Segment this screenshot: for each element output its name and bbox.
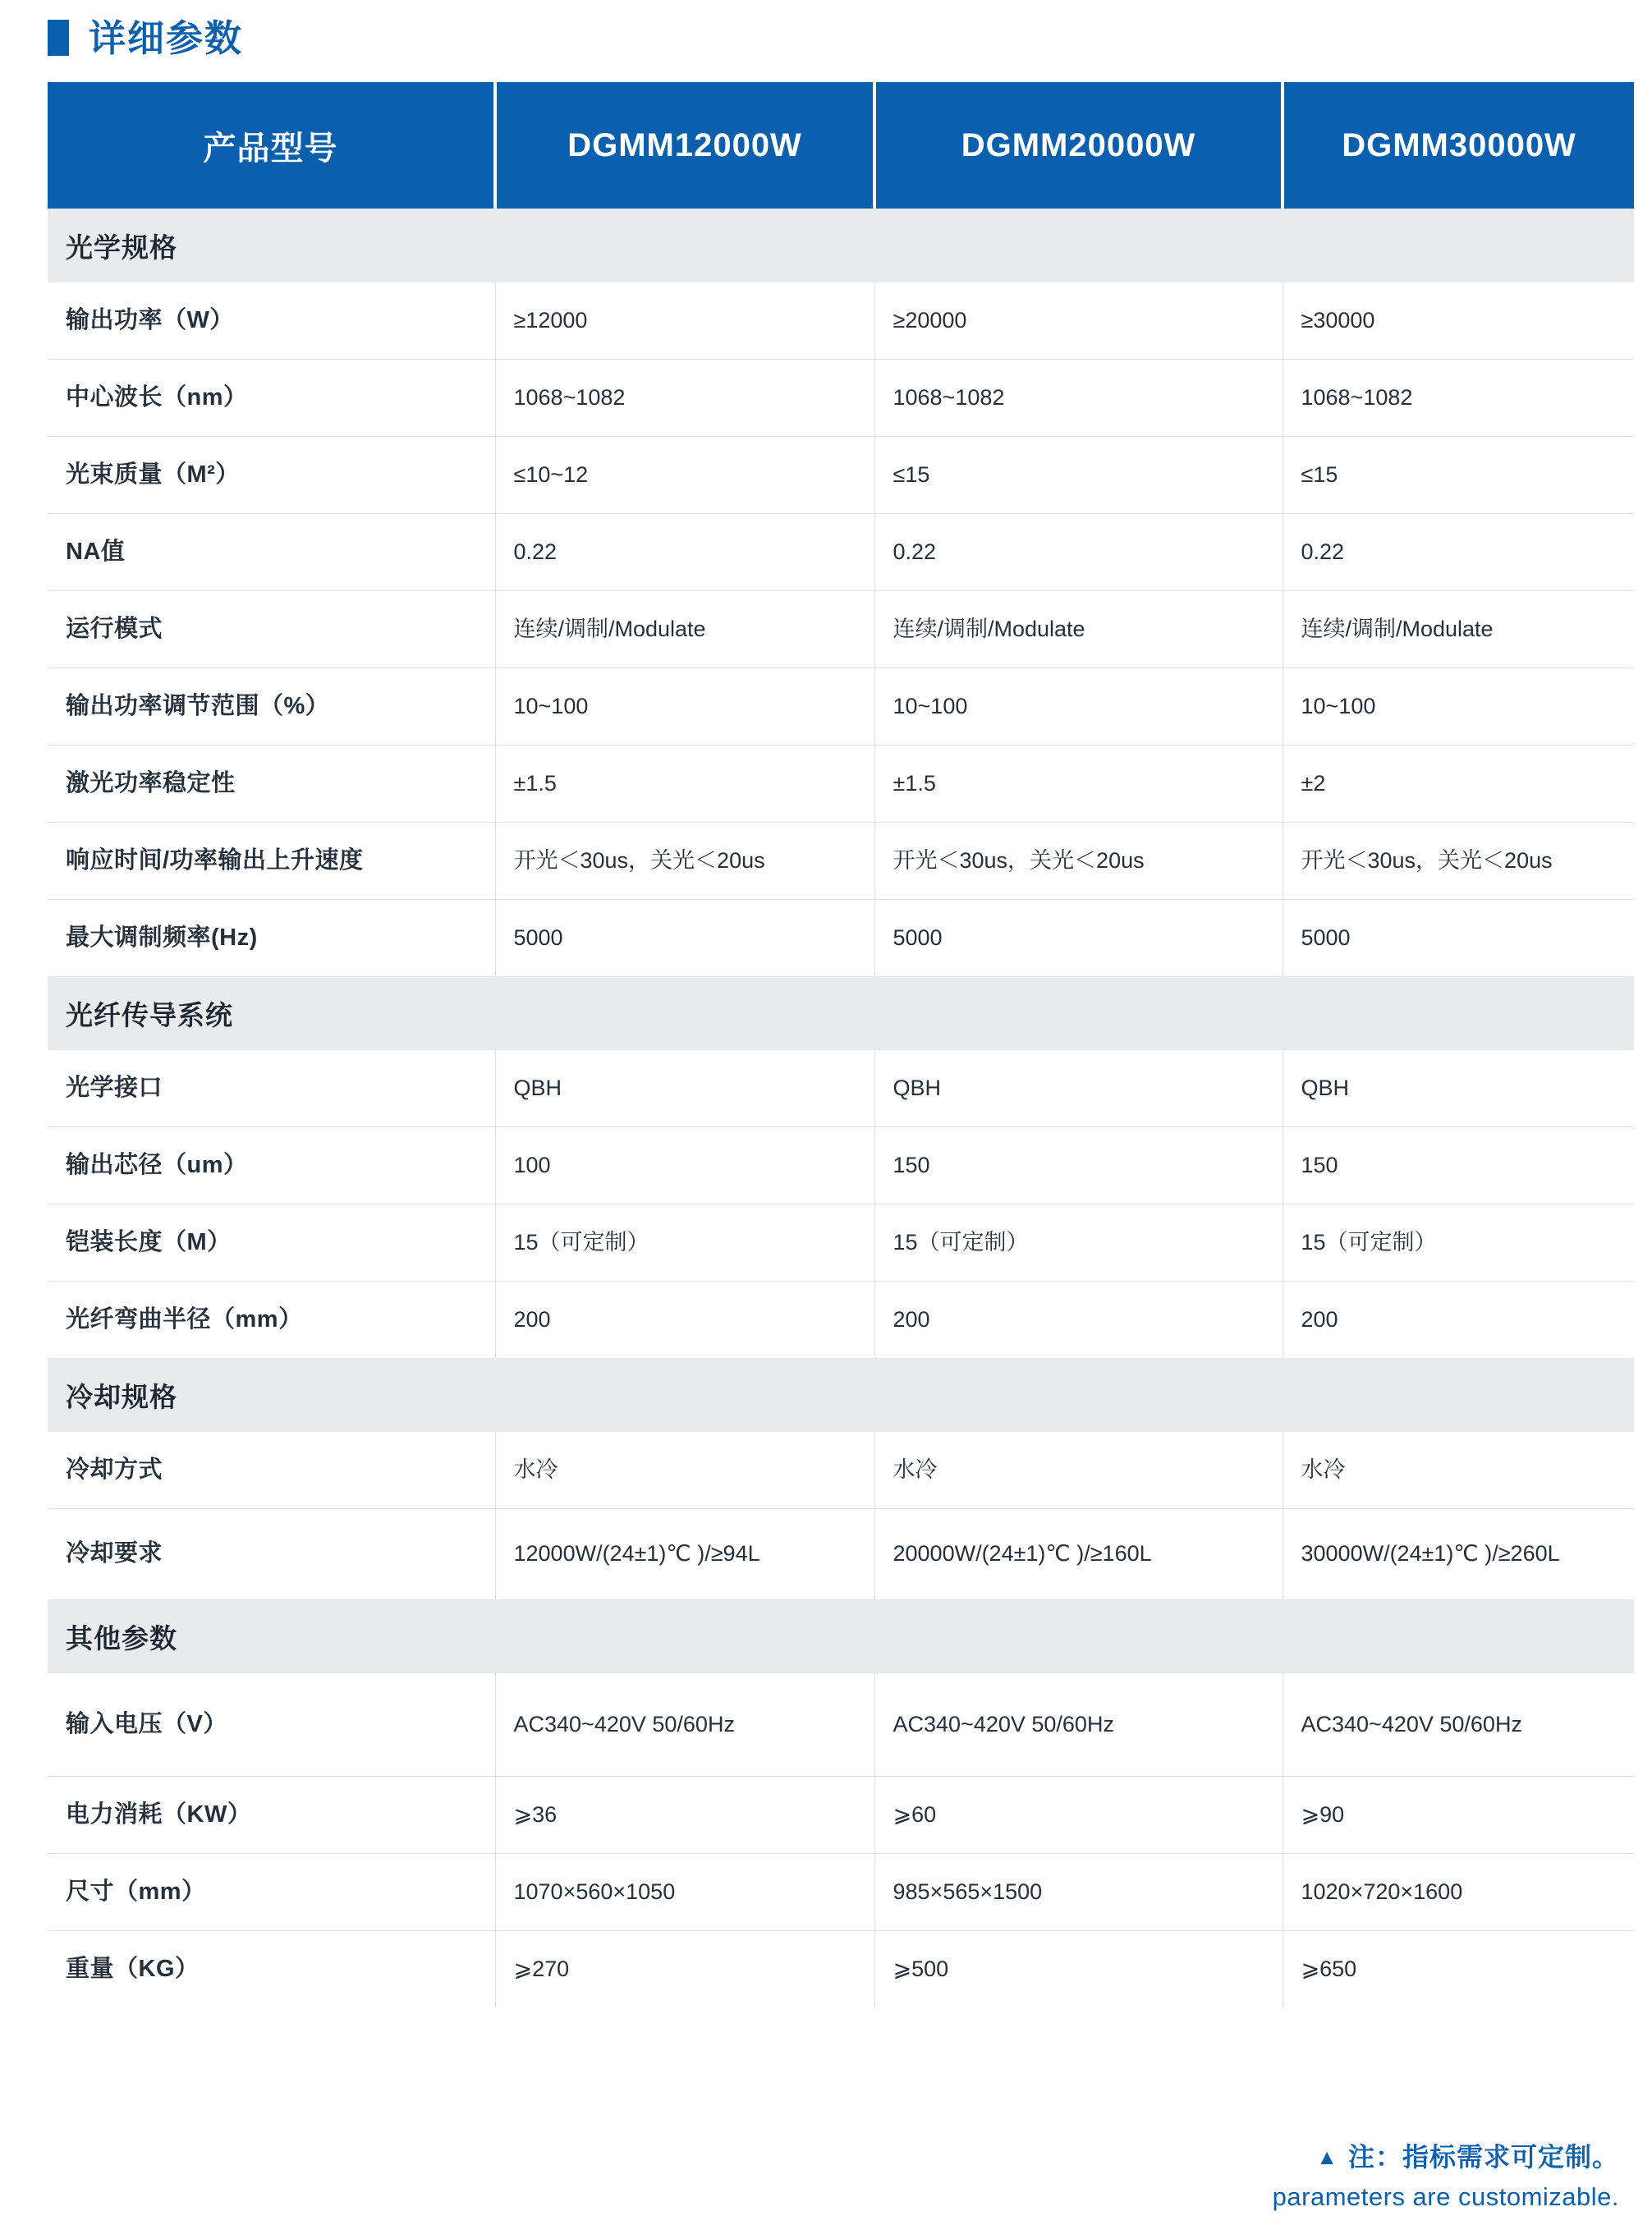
group-heading-fiber: 光纤传导系统 bbox=[48, 976, 1634, 1050]
column-header-model-3: DGMM30000W bbox=[1283, 82, 1634, 209]
row-value: ≥12000 bbox=[495, 282, 874, 360]
row-value: 1068~1082 bbox=[495, 360, 874, 437]
row-value: ≤15 bbox=[1283, 437, 1634, 514]
row-value: ≥20000 bbox=[874, 282, 1283, 360]
page-title-text: 详细参数 bbox=[89, 16, 244, 59]
row-value: ⩾650 bbox=[1283, 1931, 1634, 2008]
table-row bbox=[48, 1127, 1634, 1204]
row-value: 15（可定制） bbox=[1283, 1204, 1634, 1282]
row-label: 光学接口 bbox=[48, 1050, 495, 1127]
row-value: 1070×560×1050 bbox=[495, 1854, 874, 1931]
table-row bbox=[48, 900, 1634, 977]
row-value: 5000 bbox=[874, 900, 1283, 977]
row-value: 1068~1082 bbox=[874, 360, 1283, 437]
group-heading-cooling: 冷却规格 bbox=[48, 1358, 1634, 1432]
row-label: 尺寸（mm） bbox=[48, 1854, 495, 1931]
row-value: ⩾90 bbox=[1283, 1777, 1634, 1854]
footer-note-primary bbox=[1273, 2136, 1619, 2174]
row-value: 水冷 bbox=[1283, 1432, 1634, 1509]
group-heading-row bbox=[48, 976, 1634, 1050]
row-value: QBH bbox=[495, 1050, 874, 1127]
row-label: 输出功率调节范围（%） bbox=[48, 668, 495, 745]
row-value: 15（可定制） bbox=[874, 1204, 1283, 1282]
table-row bbox=[48, 1673, 1634, 1777]
row-label: 中心波长（nm） bbox=[48, 360, 495, 437]
table-row bbox=[48, 437, 1634, 514]
row-value: 连续/调制/Modulate bbox=[874, 591, 1283, 668]
row-value: ±2 bbox=[1283, 745, 1634, 823]
footer-note-cn: 注：指标需求可定制。 bbox=[1347, 2142, 1619, 2172]
group-heading-row bbox=[48, 1599, 1634, 1673]
table-row bbox=[48, 1050, 1634, 1127]
table-header-row bbox=[48, 82, 1634, 209]
table-row bbox=[48, 1854, 1634, 1931]
triangle-icon: ▲ bbox=[1316, 2145, 1338, 2169]
row-value: ±1.5 bbox=[495, 745, 874, 823]
row-value: 20000W/(24±1)℃ )/≥160L bbox=[874, 1509, 1283, 1600]
row-label: 运行模式 bbox=[48, 591, 495, 668]
table-row bbox=[48, 1509, 1634, 1600]
row-value: ≤10~12 bbox=[495, 437, 874, 514]
column-header-parameter: 产品型号 bbox=[48, 82, 495, 209]
row-value: 1020×720×1600 bbox=[1283, 1854, 1634, 1931]
table-body bbox=[48, 209, 1634, 2007]
row-value: 1068~1082 bbox=[1283, 360, 1634, 437]
row-value: 12000W/(24±1)℃ )/≥94L bbox=[495, 1509, 874, 1600]
column-header-model-2: DGMM20000W bbox=[874, 82, 1283, 209]
row-value: ≤15 bbox=[874, 437, 1283, 514]
row-value: 200 bbox=[495, 1282, 874, 1359]
row-label: 电力消耗（KW） bbox=[48, 1777, 495, 1854]
row-label: 响应时间/功率输出上升速度 bbox=[48, 823, 495, 900]
row-value: 15（可定制） bbox=[495, 1204, 874, 1282]
row-value: 200 bbox=[874, 1282, 1283, 1359]
row-label: 铠装长度（M） bbox=[48, 1204, 495, 1282]
row-value: 985×565×1500 bbox=[874, 1854, 1283, 1931]
row-label: 冷却方式 bbox=[48, 1432, 495, 1509]
table-row bbox=[48, 360, 1634, 437]
row-label: NA值 bbox=[48, 514, 495, 591]
row-value: 5000 bbox=[1283, 900, 1634, 977]
table-row bbox=[48, 282, 1634, 360]
row-value: 150 bbox=[1283, 1127, 1634, 1204]
row-value: 10~100 bbox=[1283, 668, 1634, 745]
row-value: ⩾500 bbox=[874, 1931, 1283, 2008]
row-value: 30000W/(24±1)℃ )/≥260L bbox=[1283, 1509, 1634, 1600]
row-value: 连续/调制/Modulate bbox=[1283, 591, 1634, 668]
row-value: 10~100 bbox=[874, 668, 1283, 745]
title-accent-bar bbox=[48, 20, 69, 56]
row-value: 200 bbox=[1283, 1282, 1634, 1359]
row-value: 开光＜30us，关光＜20us bbox=[495, 823, 874, 900]
table-row bbox=[48, 745, 1634, 823]
row-label: 输出芯径（um） bbox=[48, 1127, 495, 1204]
table-row bbox=[48, 823, 1634, 900]
row-value: AC340~420V 50/60Hz bbox=[874, 1673, 1283, 1777]
table-row bbox=[48, 1777, 1634, 1854]
table-row bbox=[48, 1931, 1634, 2008]
footer-note bbox=[1273, 2136, 1619, 2212]
row-value: ±1.5 bbox=[874, 745, 1283, 823]
row-label: 输入电压（V） bbox=[48, 1673, 495, 1777]
table-row bbox=[48, 668, 1634, 745]
row-label: 输出功率（W） bbox=[48, 282, 495, 360]
row-value: 水冷 bbox=[874, 1432, 1283, 1509]
row-value: 0.22 bbox=[874, 514, 1283, 591]
row-value: 150 bbox=[874, 1127, 1283, 1204]
row-value: 水冷 bbox=[495, 1432, 874, 1509]
row-label: 光束质量（M²） bbox=[48, 437, 495, 514]
group-heading-other: 其他参数 bbox=[48, 1599, 1634, 1673]
footer-note-en: parameters are customizable. bbox=[1272, 2182, 1619, 2211]
row-value: QBH bbox=[874, 1050, 1283, 1127]
table-row bbox=[48, 1204, 1634, 1282]
row-label: 最大调制频率(Hz) bbox=[66, 924, 258, 951]
group-heading-row bbox=[48, 209, 1634, 282]
row-value: 0.22 bbox=[1283, 514, 1634, 591]
row-value: 开光＜30us，关光＜20us bbox=[874, 823, 1283, 900]
table-header bbox=[48, 82, 1634, 209]
table-row bbox=[48, 1432, 1634, 1509]
row-value: ≥30000 bbox=[1283, 282, 1634, 360]
row-value: 连续/调制/Modulate bbox=[495, 591, 874, 668]
column-header-model-1: DGMM12000W bbox=[495, 82, 874, 209]
row-value: 0.22 bbox=[495, 514, 874, 591]
row-label: 光纤弯曲半径（mm） bbox=[66, 1305, 303, 1333]
row-value: 5000 bbox=[495, 900, 874, 977]
row-label: 激光功率稳定性 bbox=[48, 745, 495, 823]
page-title bbox=[33, 0, 1619, 76]
row-value: 开光＜30us，关光＜20us bbox=[1283, 823, 1634, 900]
table-row bbox=[48, 591, 1634, 668]
row-value: ⩾270 bbox=[495, 1931, 874, 2008]
row-value: ⩾36 bbox=[495, 1777, 874, 1854]
table-row bbox=[48, 514, 1634, 591]
table-row bbox=[48, 1282, 1634, 1359]
row-value: 100 bbox=[495, 1127, 874, 1204]
row-label: 冷却要求 bbox=[66, 1540, 163, 1567]
row-value: AC340~420V 50/60Hz bbox=[1283, 1673, 1634, 1777]
row-value: AC340~420V 50/60Hz bbox=[495, 1673, 874, 1777]
group-heading-row bbox=[48, 1358, 1634, 1432]
row-value: QBH bbox=[1283, 1050, 1634, 1127]
row-label: 重量（KG） bbox=[66, 1955, 200, 1982]
row-value: ⩾60 bbox=[874, 1777, 1283, 1854]
group-heading-optical: 光学规格 bbox=[48, 209, 1634, 282]
row-value: 10~100 bbox=[495, 668, 874, 745]
specifications-table bbox=[48, 82, 1634, 2007]
